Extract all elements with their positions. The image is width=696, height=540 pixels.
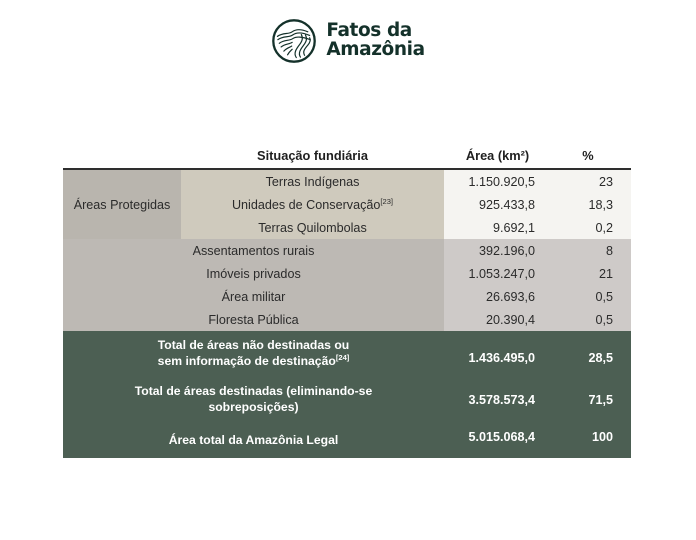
header-situacao-fundiaria: Situação fundiária <box>181 148 444 168</box>
total-label-line-1: Área total da Amazônia Legal <box>168 432 339 447</box>
row-label: Floresta Pública <box>63 308 444 331</box>
total-area-value: 3.578.573,4 <box>444 377 557 423</box>
table-row <box>63 308 631 331</box>
row-label: Assentamentos rurais <box>63 239 444 262</box>
row-area-value: 9.692,1 <box>444 216 557 239</box>
header-group-blank <box>63 148 181 168</box>
land-tenure-table-container <box>63 148 631 458</box>
row-pct-value: 0,5 <box>557 285 631 308</box>
brand-logo-text <box>326 22 424 60</box>
table-header <box>63 148 631 170</box>
row-area-value: 26.693,6 <box>444 285 557 308</box>
total-pct-value: 100 <box>557 423 631 458</box>
total-label-line-1: Total de áreas destinadas (eliminando-se <box>134 384 373 399</box>
table-total-row <box>63 423 631 458</box>
row-label-text: Terras Indígenas <box>265 174 360 189</box>
row-footnote: [23] <box>380 196 394 206</box>
table-total-row <box>63 377 631 423</box>
row-label <box>181 216 444 239</box>
total-label-line-2: sem informação de destinação <box>157 354 336 368</box>
total-footnote: [24] <box>335 352 350 362</box>
row-area-value: 20.390,4 <box>444 308 557 331</box>
table-body <box>63 170 631 458</box>
land-tenure-table <box>63 148 631 458</box>
brand-logo-inner <box>271 18 424 64</box>
row-area-value: 392.196,0 <box>444 239 557 262</box>
total-label-line-2: sobreposições) <box>208 400 299 414</box>
row-label-text: Unidades de Conservação <box>231 197 381 212</box>
row-pct-value: 21 <box>557 262 631 285</box>
table-row <box>63 262 631 285</box>
total-area-value: 5.015.068,4 <box>444 423 557 458</box>
row-pct-value: 8 <box>557 239 631 262</box>
total-pct-value: 28,5 <box>557 331 631 377</box>
row-area-value: 1.053.247,0 <box>444 262 557 285</box>
table-row <box>63 239 631 262</box>
total-label <box>63 331 444 377</box>
row-label-text: Terras Quilombolas <box>258 220 367 235</box>
row-label: Área militar <box>63 285 444 308</box>
row-pct-value: 0,2 <box>557 216 631 239</box>
brand-logo <box>0 18 696 64</box>
header-percent: % <box>557 148 631 168</box>
row-pct-value: 18,3 <box>557 193 631 216</box>
total-area-value: 1.436.495,0 <box>444 331 557 377</box>
table-total-row <box>63 331 631 377</box>
row-label <box>181 193 444 216</box>
row-pct-value: 0,5 <box>557 308 631 331</box>
total-pct-value: 71,5 <box>557 377 631 423</box>
table-row <box>63 170 631 193</box>
brand-logo-line-2: Amazônia <box>326 39 425 60</box>
brand-logo-line-1: Fatos da <box>326 20 412 42</box>
table-row <box>63 285 631 308</box>
total-label <box>63 377 444 423</box>
total-label-line-1: Total de áreas não destinadas ou <box>157 338 350 353</box>
row-pct-value: 23 <box>557 170 631 193</box>
row-area-value: 925.433,8 <box>444 193 557 216</box>
group-label-areas-protegidas: Áreas Protegidas <box>63 170 181 239</box>
table-header-row <box>63 148 631 168</box>
row-label <box>181 170 444 193</box>
amazonia-circular-topographic-logo-icon <box>271 18 317 64</box>
row-area-value: 1.150.920,5 <box>444 170 557 193</box>
row-label: Imóveis privados <box>63 262 444 285</box>
total-label <box>63 423 444 458</box>
header-area-km2: Área (km²) <box>444 148 557 168</box>
